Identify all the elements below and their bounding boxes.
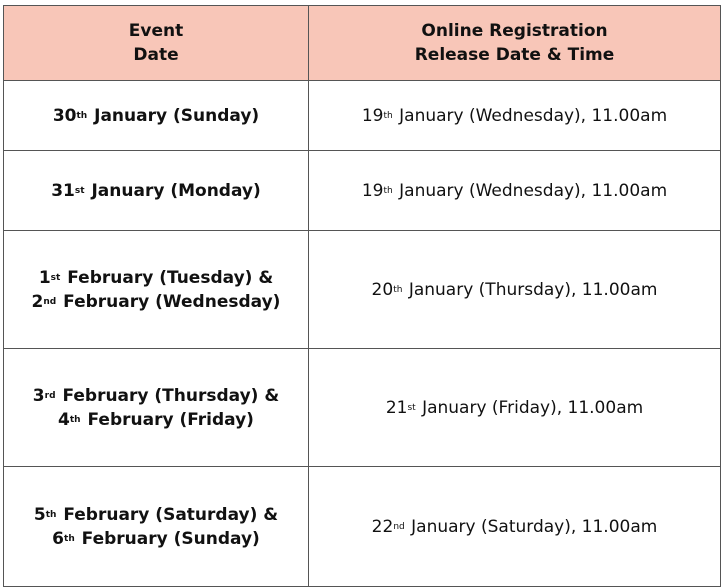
ordinal-suffix: nd bbox=[393, 521, 405, 532]
event-header-line2: Date bbox=[133, 45, 179, 65]
table-body bbox=[4, 81, 721, 587]
event-date-line bbox=[10, 527, 302, 551]
release-date-cell bbox=[309, 349, 721, 467]
table-row bbox=[4, 81, 721, 151]
day-number: 21 bbox=[385, 397, 408, 418]
event-header-line1: Event bbox=[128, 21, 184, 41]
release-header-line1: Online Registration bbox=[421, 21, 608, 41]
release-date-cell bbox=[309, 231, 721, 349]
event-date-line bbox=[10, 503, 302, 527]
day-number: 6 bbox=[52, 528, 65, 549]
release-date-cell bbox=[309, 467, 721, 587]
table-row bbox=[4, 151, 721, 231]
day-number: 19 bbox=[361, 105, 384, 126]
event-date-header bbox=[4, 6, 309, 81]
table-row bbox=[4, 231, 721, 349]
day-number: 3 bbox=[32, 385, 45, 406]
event-date-line bbox=[10, 408, 302, 432]
date-text: January (Wednesday), 11.00am bbox=[393, 180, 668, 201]
date-text: January (Thursday), 11.00am bbox=[403, 279, 658, 300]
event-date-line bbox=[10, 179, 302, 203]
date-text: January (Monday) bbox=[85, 180, 261, 201]
table-header bbox=[4, 6, 721, 81]
event-date-cell bbox=[4, 467, 309, 587]
date-text: January (Sunday) bbox=[88, 105, 260, 126]
table-row bbox=[4, 349, 721, 467]
date-text: February (Friday) bbox=[81, 409, 254, 430]
table-row bbox=[4, 467, 721, 587]
day-number: 1 bbox=[38, 267, 51, 288]
date-text: January (Wednesday), 11.00am bbox=[393, 105, 668, 126]
event-date-cell bbox=[4, 231, 309, 349]
event-date-line bbox=[10, 384, 302, 408]
date-text: January (Saturday), 11.00am bbox=[405, 516, 658, 537]
ordinal-suffix: rd bbox=[44, 390, 56, 401]
release-header bbox=[309, 6, 721, 81]
date-text: February (Thursday) & bbox=[56, 385, 280, 406]
release-date-cell bbox=[309, 81, 721, 151]
day-number: 31 bbox=[51, 180, 75, 201]
event-date-line bbox=[10, 290, 302, 314]
ordinal-suffix: th bbox=[383, 185, 393, 196]
day-number: 22 bbox=[371, 516, 394, 537]
day-number: 2 bbox=[31, 291, 44, 312]
day-number: 4 bbox=[58, 409, 70, 430]
release-date-cell bbox=[309, 151, 721, 231]
ordinal-suffix: th bbox=[64, 533, 75, 544]
event-date-line bbox=[10, 104, 302, 128]
ordinal-suffix: th bbox=[393, 284, 403, 295]
ordinal-suffix: th bbox=[383, 110, 393, 121]
registration-schedule-table bbox=[3, 5, 721, 587]
date-text: February (Tuesday) & bbox=[61, 267, 274, 288]
ordinal-suffix: st bbox=[407, 402, 416, 413]
release-header-line2: Release Date & Time bbox=[414, 45, 615, 65]
ordinal-suffix: th bbox=[45, 509, 57, 520]
ordinal-suffix: nd bbox=[43, 296, 57, 307]
event-date-cell bbox=[4, 81, 309, 151]
day-number: 19 bbox=[361, 180, 384, 201]
date-text: February (Sunday) bbox=[75, 528, 260, 549]
event-date-cell bbox=[4, 349, 309, 467]
ordinal-suffix: th bbox=[69, 414, 81, 425]
ordinal-suffix: st bbox=[50, 272, 61, 283]
event-date-line bbox=[10, 266, 302, 290]
date-text: February (Saturday) & bbox=[57, 504, 279, 525]
ordinal-suffix: th bbox=[76, 110, 88, 121]
date-text: January (Friday), 11.00am bbox=[416, 397, 644, 418]
event-date-cell bbox=[4, 151, 309, 231]
ordinal-suffix: st bbox=[74, 185, 85, 196]
day-number: 20 bbox=[371, 279, 394, 300]
header-row bbox=[4, 6, 721, 81]
day-number: 5 bbox=[33, 504, 46, 525]
day-number: 30 bbox=[52, 105, 77, 126]
date-text: February (Wednesday) bbox=[57, 291, 281, 312]
